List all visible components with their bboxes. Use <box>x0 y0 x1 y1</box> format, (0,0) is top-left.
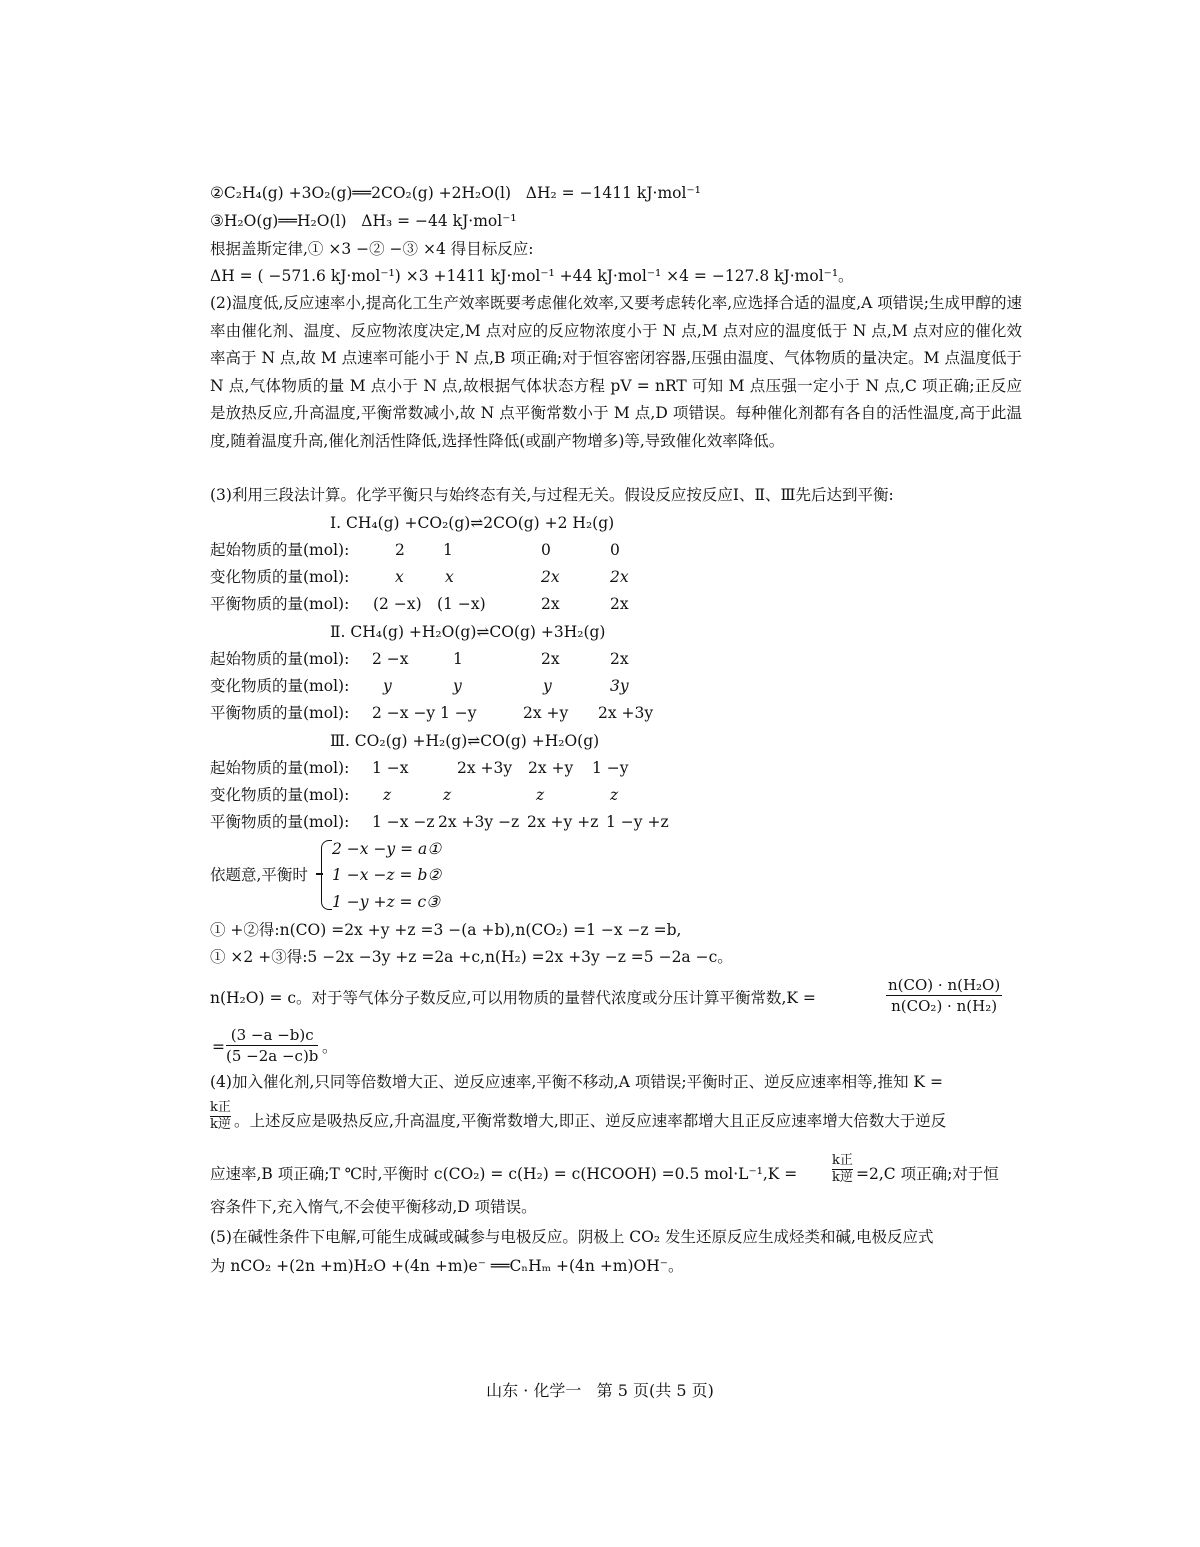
reaction-3: Ⅲ. CO₂(g) +H₂(g)⇌CO(g) +H₂O(g) <box>330 732 600 750</box>
paragraph-4-line-2: 。上述反应是吸热反应,升高温度,平衡常数增大,即正、逆反应速率都增大且正反应速率增大倍数大于逆反 <box>234 1112 947 1130</box>
cell: 0 <box>610 541 620 559</box>
row-label: 平衡物质的量(mol): <box>210 595 350 613</box>
fraction-denominator: (5 −2a −c)b <box>226 1047 319 1065</box>
cell: 1 −y <box>592 759 629 777</box>
system-eq-3: 1 −y +z = c③ <box>332 893 441 911</box>
hess-law-statement: 根据盖斯定律,① ×3 −② −③ ×4 得目标反应: <box>210 240 534 258</box>
cell: 1 −y <box>440 704 477 722</box>
paragraph-4-line-3b: =2,C 项正确;对于恒 <box>856 1165 999 1183</box>
cell: 3y <box>610 677 629 695</box>
cell: 1 <box>443 541 453 559</box>
paragraph-4-line-4: 容条件下,充入惰气,不会使平衡移动,D 项错误。 <box>210 1198 537 1216</box>
cell: 2 −x <box>372 650 409 668</box>
cell: (2 −x) <box>373 595 422 613</box>
reaction-1: Ⅰ. CH₄(g) +CO₂(g)⇌2CO(g) +2 H₂(g) <box>330 514 615 532</box>
table2-row-change <box>210 676 690 696</box>
equals-sign: = <box>212 1038 225 1056</box>
k-ratio-fraction <box>210 1100 231 1133</box>
paragraph-5-line-1: (5)在碱性条件下电解,可能生成碱或碱参与电极反应。阴极上 CO₂ 发生还原反应生成烃类和碱,电极反应式 <box>210 1228 934 1246</box>
row-label: 起始物质的量(mol): <box>210 650 350 668</box>
paragraph-3: (3)利用三段法计算。化学平衡只与始终态有关,与过程无关。假设反应按反应Ⅰ、Ⅱ、Ⅲ先后达到平衡: <box>210 486 894 504</box>
system-eq-1: 2 −x −y = a① <box>332 840 442 858</box>
table1-row-equilibrium <box>210 594 690 614</box>
cell: 2x <box>610 650 629 668</box>
row-label: 变化物质的量(mol): <box>210 786 350 804</box>
cell: 2 <box>395 541 405 559</box>
row-label: 平衡物质的量(mol): <box>210 704 350 722</box>
equation-2: ②C₂H₄(g) +3O₂(g)══2CO₂(g) +2H₂O(l) ΔH₂ = −1411 kJ·mol⁻¹ <box>210 184 701 202</box>
cell: y <box>543 677 552 695</box>
fraction-numerator: n(CO) · n(H₂O) <box>888 976 1001 994</box>
cell: z <box>610 786 619 804</box>
cell: 2x +y +z <box>527 813 599 831</box>
left-brace <box>321 840 332 910</box>
row-label: 变化物质的量(mol): <box>210 568 350 586</box>
cell: (1 −x) <box>437 595 486 613</box>
cell: z <box>536 786 545 804</box>
cell: y <box>453 677 462 695</box>
fraction-numerator: (3 −a −b)c <box>226 1025 318 1046</box>
cell: z <box>383 786 392 804</box>
table1-row-start <box>210 540 690 560</box>
derivation-2: ① ×2 +③得:5 −2x −3y +z =2a +c,n(H₂) =2x +3y −z =5 −2a −c。 <box>210 948 733 966</box>
paragraph-5-line-2: 为 nCO₂ +(2n +m)H₂O +(4n +m)e⁻ ══CₙHₘ +(4n +m)OH⁻。 <box>210 1257 684 1275</box>
row-label: 变化物质的量(mol): <box>210 677 350 695</box>
row-label: 起始物质的量(mol): <box>210 759 350 777</box>
cell: 2x <box>541 650 560 668</box>
table1-row-change <box>210 567 690 587</box>
cell: 1 −x <box>372 759 409 777</box>
derivation-1: ① +②得:n(CO) =2x +y +z =3 −(a +b),n(CO₂) =1 −x −z =b, <box>210 921 682 939</box>
cell: x <box>445 568 454 586</box>
cell: y <box>383 677 392 695</box>
cell: 2x +3y −z <box>438 813 520 831</box>
cell: 2 −x −y <box>372 704 436 722</box>
paragraph-2: (2)温度低,反应速率小,提高化工生产效率既要考虑催化效率,又要考虑转化率,应选择合适的温度,A 项错误;生成甲醇的速率由催化剂、温度、反应物浓度决定,M 点对应的反应物浓度小于 N 点,M 点对应的温度低于 N 点,M 点对应的催化效率高于 N 点,故 M 点速率可能小于 N 点,B 项正确;对于恒容密闭容器,压强由温度、气体物质的量决定。M 点温度低于 N 点,气体物质的量 M 点小于 N 点,故根据气体状态方程 pV = nRT 可知 M 点压强一定小于 N 点,C 项正确;正反应是放热反应,升高温度,平衡常数减小,故 N 点平衡常数小于 M 点,D 项错误。每种催化剂都有各自的活性温度,高于此温度,随着温度升高,催化剂活性降低,选择性降低(或副产物增多)等,导致催化效率降低。 <box>210 294 1022 450</box>
cell: 2x <box>610 595 629 613</box>
fraction-denominator: k逆 <box>210 1117 231 1132</box>
fraction-denominator: k逆 <box>832 1170 853 1185</box>
cell: 1 −y +z <box>606 813 669 831</box>
cell: 2x <box>610 568 629 586</box>
cell: x <box>395 568 404 586</box>
table3-row-start <box>210 758 690 778</box>
table3-row-change <box>210 785 690 805</box>
table2-row-equilibrium <box>210 703 690 723</box>
cell: 2x <box>541 568 560 586</box>
row-label: 平衡物质的量(mol): <box>210 813 350 831</box>
cell: 2x <box>541 595 560 613</box>
derivation-3: n(H₂O) = c。对于等气体分子数反应,可以用物质的量替代浓度或分压计算平衡常数,K = <box>210 989 816 1007</box>
cell: 2x +y <box>528 759 574 777</box>
cell: 2x +3y <box>457 759 513 777</box>
reaction-2: Ⅱ. CH₄(g) +H₂O(g)⇌CO(g) +3H₂(g) <box>330 623 606 641</box>
cell: 0 <box>541 541 551 559</box>
paragraph-4-line-3a: 应速率,B 项正确;T ℃时,平衡时 c(CO₂) = c(H₂) = c(HCOOH) =0.5 mol·L⁻¹,K = <box>210 1165 798 1183</box>
cell: z <box>443 786 452 804</box>
left-brace-tip <box>316 873 323 875</box>
k-result-fraction <box>226 1025 318 1066</box>
k-expression-fraction <box>886 975 1002 1016</box>
cell: 1 −x −z <box>372 813 435 831</box>
cell: 2x +3y <box>598 704 654 722</box>
fraction-numerator: k正 <box>210 1100 231 1115</box>
delta-h-result: ΔH = ( −571.6 kJ·mol⁻¹) ×3 +1411 kJ·mol⁻¹ +44 kJ·mol⁻¹ ×4 = −127.8 kJ·mol⁻¹。 <box>210 267 854 285</box>
table3-row-equilibrium <box>210 812 690 832</box>
system-lead: 依题意,平衡时 <box>210 866 308 884</box>
fraction-numerator: k正 <box>832 1153 853 1168</box>
cell: 1 <box>453 650 463 668</box>
row-label: 起始物质的量(mol): <box>210 541 350 559</box>
k-ratio-fraction-2 <box>832 1153 853 1186</box>
period: 。 <box>322 1038 338 1056</box>
equation-3: ③H₂O(g)══H₂O(l) ΔH₃ = −44 kJ·mol⁻¹ <box>210 212 517 230</box>
table2-row-start <box>210 649 690 669</box>
system-eq-2: 1 −x −z = b② <box>332 866 442 884</box>
cell: 2x +y <box>523 704 569 722</box>
paragraph-4-line-1: (4)加入催化剂,只同等倍数增大正、逆反应速率,平衡不移动,A 项错误;平衡时正、逆反应速率相等,推知 K = <box>210 1073 943 1091</box>
fraction-denominator: n(CO₂) · n(H₂) <box>891 997 998 1015</box>
page-footer: 山东 · 化学一 第 5 页(共 5 页) <box>486 1381 714 1400</box>
